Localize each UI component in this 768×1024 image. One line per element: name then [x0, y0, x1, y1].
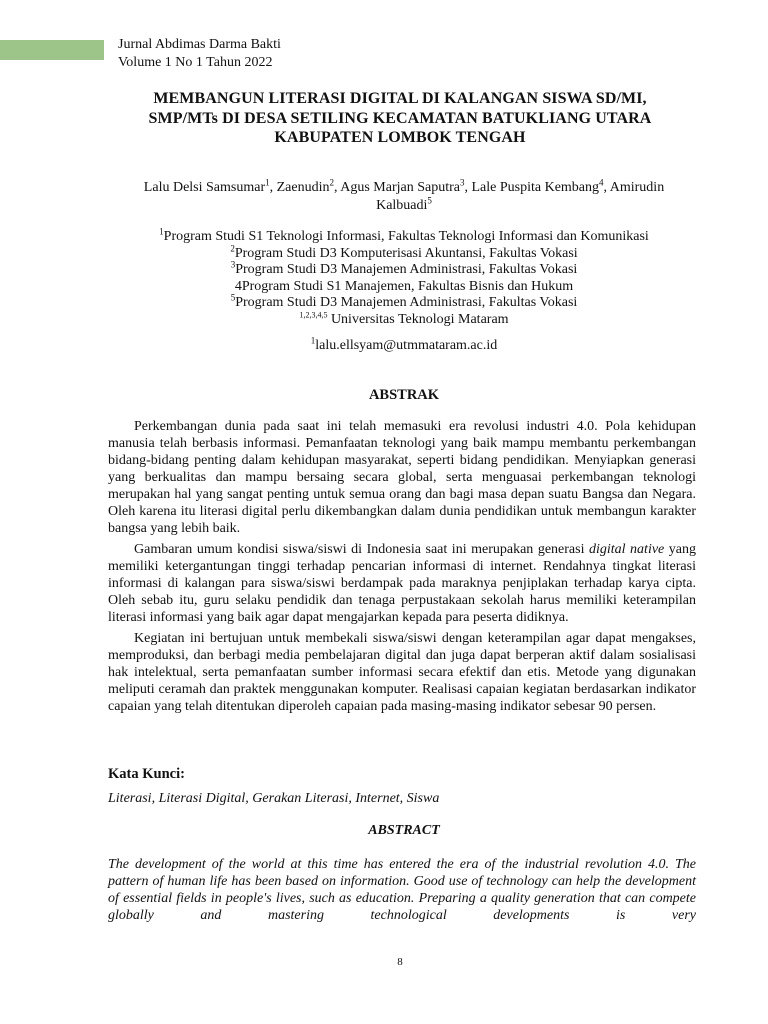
title-line: MEMBANGUN LITERASI DIGITAL DI KALANGAN SISWA SD/MI, — [153, 90, 647, 107]
affiliation-sup: 1,2,3,4,5 — [299, 309, 328, 319]
abstrak-paragraph: Perkembangan dunia pada saat ini telah memasuki era revolusi industri 4.0. Pola kehidupan manusia telah berbasis informasi. Pemanfaatan teknologi yang baik mampu membantu perkembangan bidang-bidang penting dalam kehidupan masyarakat, seperti bidang pendidikan. Menyiapkan generasi yang berkualitas dan mampu bersaing secara global, serta menguasai perkembangan teknologi merupakan hal yang sangat penting untuk semua orang dan bagi masa depan suatu Bangsa dan Negara. Oleh karena itu literasi digital perlu dikembangkan dalam dunia pendidikan untuk membangun karakter bangsa yang lebih baik. — [108, 419, 696, 536]
journal-volume: Volume 1 No 1 Tahun 2022 — [118, 55, 273, 70]
author-name: Lale Puspita Kembang — [471, 180, 600, 195]
title-line: SMP/MTs DI DESA SETILING KECAMATAN BATUKLIANG UTARA — [148, 109, 652, 127]
email-sup: 1 — [310, 335, 316, 346]
affiliation — [108, 279, 700, 296]
affiliation-text: Program Studi D3 Manajemen Administrasi, Fakultas Vokasi — [235, 262, 578, 277]
affiliation — [108, 226, 700, 246]
corresponding-email — [108, 335, 700, 354]
author-sup: 1 — [265, 177, 270, 188]
affiliation — [108, 242, 700, 263]
abstrak-paragraph — [108, 541, 696, 626]
abstrak-body — [108, 418, 696, 719]
affiliation-text: Program Studi D3 Manajemen Administrasi, Fakultas Vokasi — [235, 295, 578, 310]
abstract-text: The development of the world at this time has entered the era of the industrial revolution 4.0. The pattern of human life has been based on information. Good use of technology can help the development of essential fields in people's lives, such as education. Preparing a quality generation that can compete globally and mastering technological developments is very — [108, 857, 696, 923]
affiliation-text: 4Program Studi S1 Manajemen, Fakultas Bisnis dan Hukum — [234, 278, 574, 294]
affiliation-sup: 1 — [159, 226, 164, 237]
journal-header — [118, 36, 281, 72]
author-sup: 3 — [459, 177, 465, 188]
author-sup: 2 — [329, 177, 334, 188]
author-name: Kalbuadi — [376, 198, 428, 213]
author-name: Zaenudin — [276, 180, 330, 195]
affiliation-text: Universitas Teknologi Mataram — [327, 311, 509, 327]
affiliation-university — [108, 309, 700, 329]
author-name: Amirudin — [609, 180, 665, 195]
affiliation-sup: 5 — [230, 292, 236, 303]
author-sup: 4 — [599, 177, 604, 188]
author-name: Lalu Delsi Samsumar — [143, 180, 266, 195]
affiliation-sup: 2 — [230, 242, 235, 253]
affiliation-list — [108, 226, 700, 328]
abstrak-heading: ABSTRAK — [368, 387, 440, 403]
paper-title — [100, 89, 700, 148]
journal-name: Jurnal Abdimas Darma Bakti — [118, 37, 281, 52]
keywords-heading: Kata Kunci: — [108, 766, 185, 782]
author-sup: 5 — [427, 195, 432, 206]
abstract-heading: ABSTRACT — [368, 823, 440, 838]
author-list: Lalu Delsi Samsumar$^1$, Zaenudin$^2$, Agus Marjan Saputra$^3$, Lale Puspita Kembang$^4$, Amirudin Kalbuadi$^5$ — [143, 177, 665, 213]
italic-term: digital native — [588, 542, 665, 557]
affiliation-sup: 3 — [230, 259, 236, 270]
title-line: KABUPATEN LOMBOK TENGAH — [274, 129, 526, 146]
page-number: 8 — [397, 956, 403, 968]
author-name: Agus Marjan Saputra — [340, 180, 460, 195]
affiliation — [108, 259, 700, 279]
journal-accent-bar — [0, 40, 104, 60]
paragraph-text: Gambaran umum kondisi siswa/siswi di Indonesia saat ini merupakan generasi — [134, 542, 589, 557]
email-address: lalu.ellsyam@utmmataram.ac.id — [315, 338, 498, 353]
abstrak-paragraph: Kegiatan ini bertujuan untuk membekali siswa/siswi dengan keterampilan agar dapat mengakses, memproduksi, dan berbagi media pembelajaran digital dan juga dapat berperan aktif dalam sosialisasi hak intelektual, serta pemanfaatan sumber informasi secara efektif dan etis. Metode yang digunakan meliputi ceramah dan praktek menggunakan komputer. Realisasi capaian kegiatan berdasarkan indikator capaian yang telah ditentukan diperoleh capaian pada masing-masing indikator sebesar 90 persen. — [108, 631, 696, 714]
affiliation-text: Program Studi S1 Teknologi Informasi, Fakultas Teknologi Informasi dan Komunikasi — [163, 229, 649, 244]
keywords-list: Literasi, Literasi Digital, Gerakan Literasi, Internet, Siswa — [108, 791, 440, 806]
affiliation-text: Program Studi D3 Komputerisasi Akuntansi, Fakultas Vokasi — [234, 245, 578, 261]
affiliation — [108, 292, 700, 312]
paragraph-text: yang memiliki ketergantungan tinggi terhadap pencarian informasi di internet. Rendahnya tingkat literasi informasi di kalangan para siswa/siswi berdampak pada maraknya penjiplakan terhadap karya cipta. Oleh sebab itu, guru selaku pendidik dan tenaga perpustakaan sekolah harus memiliki keterampilan literasi informasi yang baik agar dapat mengajarkan kepada para peserta didiknya. — [108, 542, 697, 625]
